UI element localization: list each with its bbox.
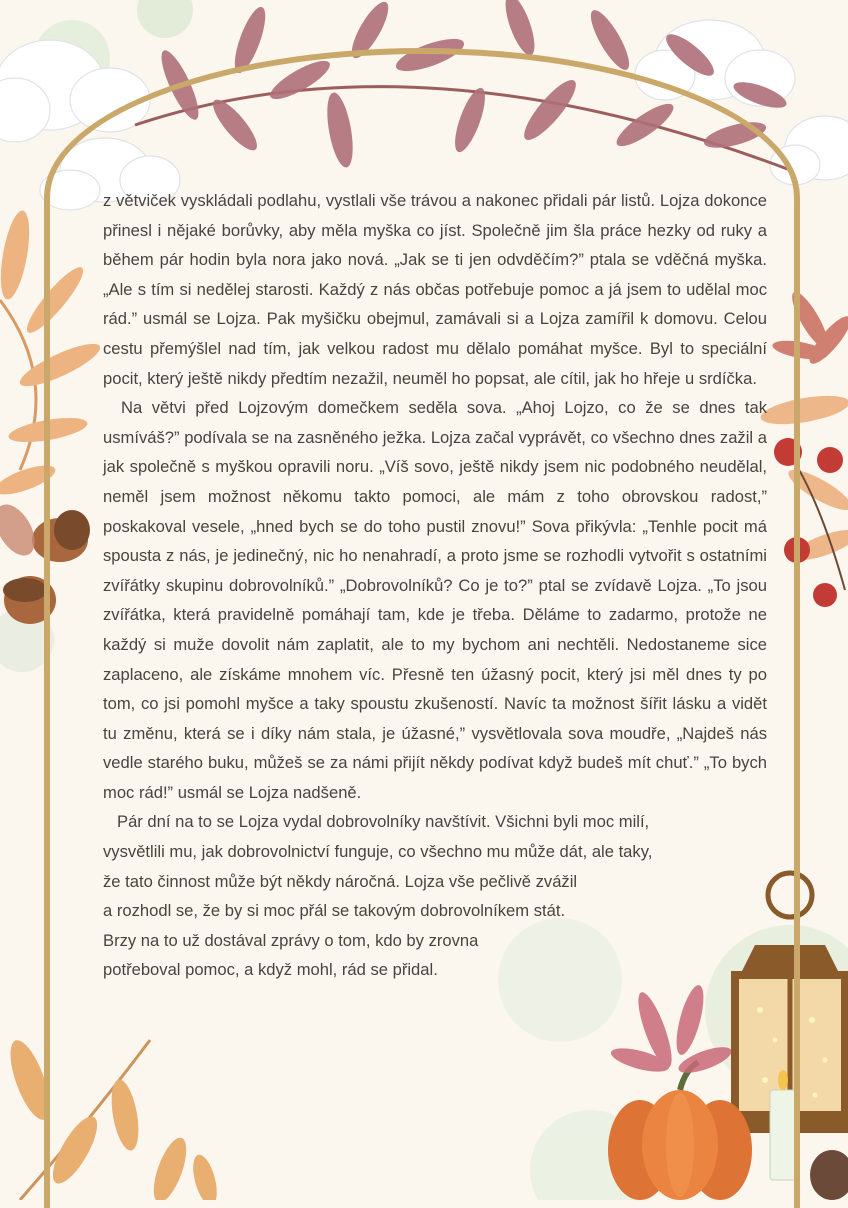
paragraph-1: z větviček vyskládali podlahu, vystlali vše trávou a nakonec přidali pár listů. Lojza dokonce přinesl i nějaké borůvky, aby měla myška co jíst. Společně jim šla práce hezky od ruky a během pár hodin byla nora jako nová. „Jak se ti jen odvděčím?” ptala se vděčná myška. „Ale s tím si nedělej starosti. Každý z nás občas potřebuje pomoc a já jsem to udělal moc rád.” usmál se Lojza. Pak myšičku obejmul, zamávali si a Lojza zamířil k domovu. Celou cestu přemýšlel nad tím, jak velkou radost mu dělalo pomáhat myšce. Byl to speciální pocit, který ještě nikdy předtím nezažil, neuměl ho popsat, ale cítil, jak ho hřeje u srdíčka. bbox=[103, 191, 767, 388]
paragraph-3-line: Brzy na to už dostával zprávy o tom, kdo by zrovna bbox=[103, 930, 479, 950]
paragraph-3 bbox=[103, 807, 767, 985]
story-text bbox=[103, 186, 767, 985]
paragraph-2: Na větvi před Lojzovým domečkem seděla sova. „Ahoj Lojzo, co že se dnes tak usmíváš?” podívala se na zasněného ježka. Lojza začal vyprávět, co všechno dnes zažil a jak společně s myškou opravili noru. „Víš sovo, ještě nikdy jsem nic podobného neudělal, neměl jsem možnost někomu takto pomoci, ale mám z toho obrovskou radost,” poskakoval vesele, „hned bych se do toho pustil znovu!” Sova přikývla: „Tenhle pocit má spousta z nás, je jedinečný, nic ho nenahradí, a proto jsme se rozhodli vytvořit s ostatními zvířátky skupinu dobrovolníků.” „Dobrovolníků? Co je to?” ptal se zvídavě Lojza. „To jsou zvířátka, která pravidelně pomáhají tam, kde je třeba. Děláme to zadarmo, protože ne každý si muže dovolit nám zaplatit, ale to my bychom ani nechtěli. Nedostaneme sice zaplaceno, ale získáme mnohem víc. Přesně ten úžasný pocit, který jsi měl dnes ty po tom, co jsi pomohl myšce a taky spoustu zkušeností. Navíc ta možnost šířit lásku a vidět tu změnu, která se i díky nám stala, je úžasné,” vysvětlovala sova moudře, „Najdeš nás vedle starého buku, můžeš se za námi přijít někdy podívat když budeš mít chuť.” „To bych moc rád!” usmál se Lojza nadšeně. bbox=[103, 398, 767, 802]
paragraph-3-line: Pár dní na to se Lojza vydal dobrovolníky navštívit. Všichni byli moc milí, bbox=[117, 812, 650, 832]
paragraph-3-line: a rozhodl se, že by si moc přál se takovým dobrovolníkem stát. bbox=[103, 901, 566, 921]
paragraph-3-line: vysvětlili mu, jak dobrovolnictví funguje, co všechno mu může dát, ale taky, bbox=[103, 842, 653, 862]
paragraph-3-line: potřeboval pomoc, a když mohl, rád se přidal. bbox=[103, 960, 438, 980]
paragraph-3-line: že tato činnost může být někdy náročná. Lojza vše pečlivě zvážil bbox=[103, 871, 578, 891]
pine-cone bbox=[810, 1150, 848, 1200]
